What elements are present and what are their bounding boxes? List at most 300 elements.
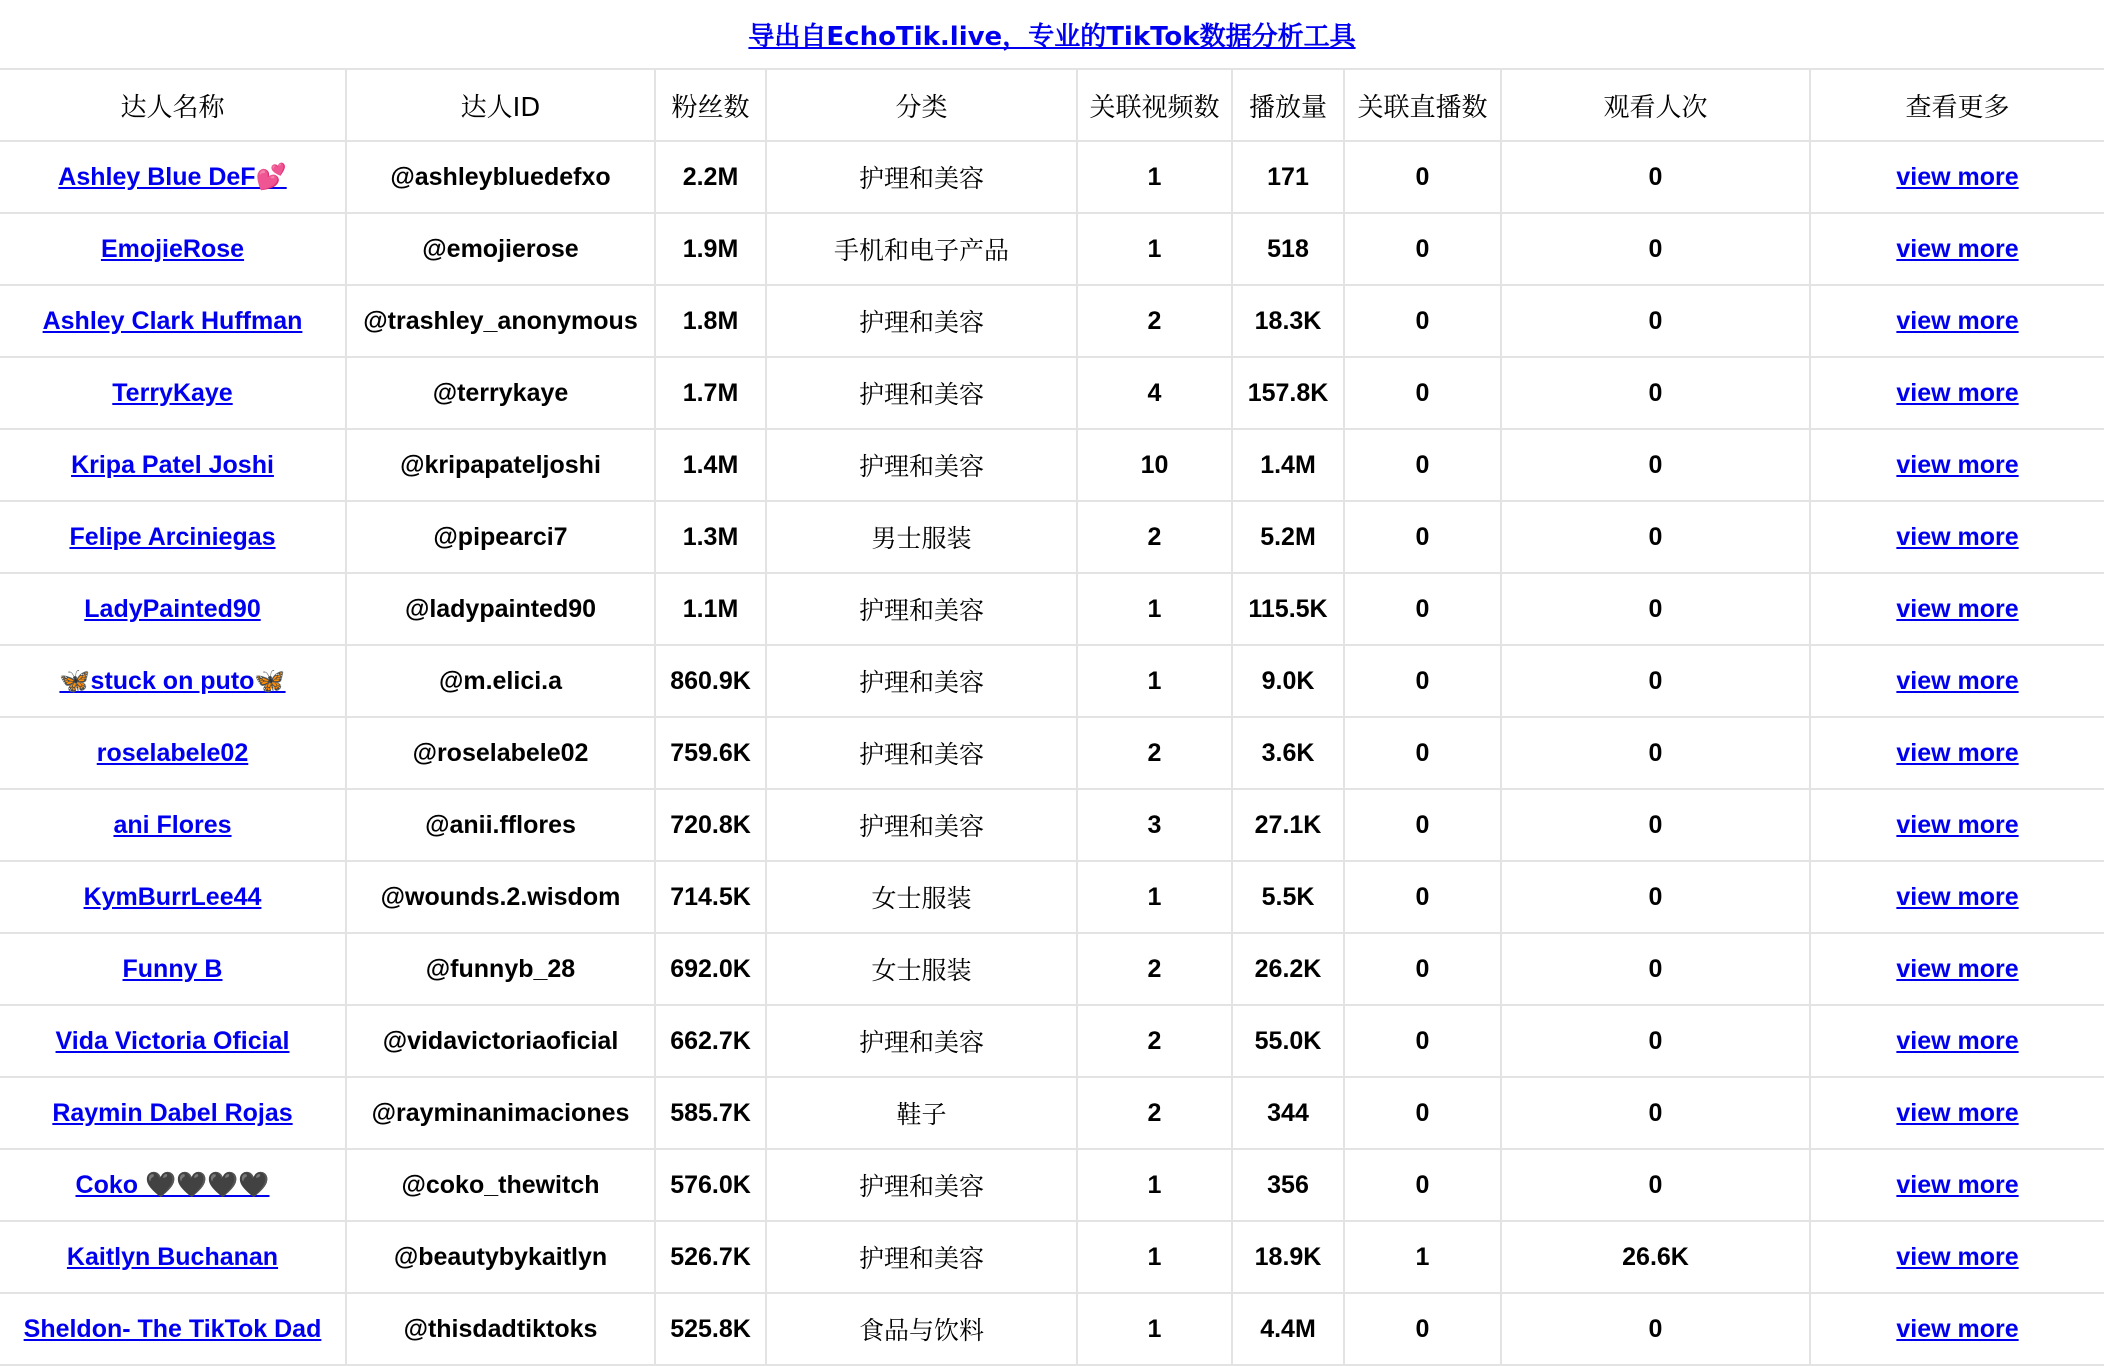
view-more-link[interactable]: view more: [1896, 954, 2019, 983]
video-count-cell: [1077, 357, 1232, 429]
creator-id-cell: [346, 501, 655, 573]
view-more-link[interactable]: view more: [1896, 450, 2019, 479]
watcher-count: 26.6K: [1622, 1242, 1689, 1271]
table-row: [0, 933, 2104, 1005]
watcher-count: 0: [1648, 1098, 1663, 1127]
view-count-cell: [1232, 1077, 1344, 1149]
follower-count: 1.8M: [682, 306, 739, 335]
video-count: 2: [1147, 306, 1162, 335]
video-count: 10: [1140, 450, 1169, 479]
creator-name-link[interactable]: TerryKaye: [112, 378, 233, 407]
view-more-link[interactable]: view more: [1896, 1026, 2019, 1055]
view-count: 4.4M: [1260, 1314, 1316, 1343]
watcher-count: 0: [1648, 450, 1663, 479]
view-count: 3.6K: [1261, 738, 1315, 767]
watcher-count-cell: [1501, 429, 1810, 501]
live-count: 0: [1415, 1170, 1430, 1199]
creator-id: @pipearci7: [433, 522, 568, 551]
video-count-cell: [1077, 645, 1232, 717]
live-count: 0: [1415, 954, 1430, 983]
live-count: 0: [1415, 450, 1430, 479]
table-row: [0, 717, 2104, 789]
creator-name-link-cell: [0, 285, 346, 357]
table-row: [0, 285, 2104, 357]
video-count: 1: [1147, 882, 1162, 911]
category: 男士服装: [871, 524, 972, 553]
creator-name-link[interactable]: Sheldon- The TikTok Dad: [23, 1314, 322, 1343]
creator-id-cell: [346, 1005, 655, 1077]
category-cell: [766, 1005, 1077, 1077]
video-count: 1: [1147, 162, 1162, 191]
view-more-link-cell: [1810, 573, 2104, 645]
creator-id-header: 达人ID: [346, 69, 655, 141]
creator-id-cell: [346, 573, 655, 645]
view-count: 115.5K: [1248, 594, 1328, 623]
table-row: [0, 1149, 2104, 1221]
view-more-link[interactable]: view more: [1896, 522, 2019, 551]
video-count-cell: [1077, 501, 1232, 573]
creator-id: @m.elici.a: [438, 666, 563, 695]
live-count-cell: [1344, 933, 1501, 1005]
creator-name-link[interactable]: Funny B: [122, 954, 223, 983]
category: 女士服装: [871, 884, 972, 913]
creator-table: [0, 68, 2104, 1366]
category: 护理和美容: [858, 164, 984, 193]
table-row: [0, 789, 2104, 861]
live-count-cell: [1344, 213, 1501, 285]
view-more-link[interactable]: view more: [1896, 234, 2019, 263]
view-count-cell: [1232, 501, 1344, 573]
follower-count-cell: [655, 1221, 766, 1293]
category-cell: [766, 789, 1077, 861]
watcher-count: 0: [1648, 1314, 1663, 1343]
follower-count: 1.7M: [682, 378, 739, 407]
creator-name-link[interactable]: Kaitlyn Buchanan: [66, 1242, 279, 1271]
creator-name-link[interactable]: Ashley Clark Huffman: [42, 306, 303, 335]
category-cell: [766, 213, 1077, 285]
live-count-cell: [1344, 285, 1501, 357]
follower-count-cell: [655, 573, 766, 645]
follower-count-cell: [655, 933, 766, 1005]
live-count-cell: [1344, 357, 1501, 429]
video-count: 1: [1147, 1170, 1162, 1199]
watcher-count: 0: [1648, 1026, 1663, 1055]
follower-count-cell: [655, 501, 766, 573]
view-count: 157.8K: [1247, 378, 1329, 407]
video-count-cell: [1077, 933, 1232, 1005]
view-more-link-cell: [1810, 1149, 2104, 1221]
follower-count: 692.0K: [670, 954, 751, 983]
video-count: 1: [1147, 666, 1162, 695]
view-count-cell: [1232, 573, 1344, 645]
category-cell: [766, 1149, 1077, 1221]
follower-count-cell: [655, 141, 766, 213]
follower-count: 759.6K: [670, 738, 751, 767]
live-count-cell: [1344, 1005, 1501, 1077]
video-count-cell: [1077, 213, 1232, 285]
category-cell: [766, 141, 1077, 213]
view-more-link-cell: [1810, 1293, 2104, 1365]
view-count: 55.0K: [1254, 1026, 1322, 1055]
view-more-link[interactable]: view more: [1896, 378, 2019, 407]
creator-name-link[interactable]: KymBurrLee44: [83, 882, 262, 911]
video-count: 1: [1147, 1314, 1162, 1343]
watcher-count: 0: [1648, 666, 1663, 695]
category: 护理和美容: [858, 1244, 984, 1273]
video-count-cell: [1077, 861, 1232, 933]
video-count: 1: [1147, 1242, 1162, 1271]
category: 护理和美容: [858, 380, 984, 409]
category: 护理和美容: [858, 308, 984, 337]
view-more-link-cell: [1810, 789, 2104, 861]
creator-name-link-cell: [0, 213, 346, 285]
view-count: 18.3K: [1254, 306, 1322, 335]
header: [0, 0, 2104, 68]
live-count: 0: [1415, 162, 1430, 191]
video-count-cell: [1077, 1077, 1232, 1149]
category: 护理和美容: [858, 740, 984, 769]
video-count-cell: [1077, 789, 1232, 861]
view-count: 27.1K: [1254, 810, 1322, 839]
watcher-count: 0: [1648, 954, 1663, 983]
watcher-count-cell: [1501, 573, 1810, 645]
follower-count-cell: [655, 357, 766, 429]
creator-id-cell: [346, 1077, 655, 1149]
live-count-cell: [1344, 789, 1501, 861]
category-cell: [766, 501, 1077, 573]
creator-id: @kripapateljoshi: [400, 450, 601, 479]
video-count: 1: [1147, 234, 1162, 263]
live-count-cell: [1344, 1149, 1501, 1221]
follower-count: 1.9M: [682, 234, 739, 263]
view-more-link[interactable]: view more: [1896, 1098, 2019, 1127]
view-count-cell: [1232, 1005, 1344, 1077]
video-count-cell: [1077, 1221, 1232, 1293]
category: 护理和美容: [858, 452, 984, 481]
table-row: [0, 141, 2104, 213]
creator-id-cell: [346, 285, 655, 357]
watcher-count-cell: [1501, 1293, 1810, 1365]
creator-id: @vidavictoriaoficial: [382, 1026, 619, 1055]
live-count: 0: [1415, 1098, 1430, 1127]
view-more-link-cell: [1810, 429, 2104, 501]
follower-count: 526.7K: [670, 1242, 751, 1271]
echotik-source-link[interactable]: 导出自EchoTik.live，专业的TikTok数据分析工具: [748, 21, 1356, 52]
followers-header: 粉丝数: [655, 69, 766, 141]
category: 女士服装: [871, 956, 972, 985]
creator-id-cell: [346, 1293, 655, 1365]
follower-count-cell: [655, 645, 766, 717]
view-more-link[interactable]: view more: [1896, 1314, 2019, 1343]
watcher-count-cell: [1501, 213, 1810, 285]
table-row: [0, 861, 2104, 933]
view-more-link[interactable]: view more: [1896, 1170, 2019, 1199]
view-count-cell: [1232, 141, 1344, 213]
table-row: [0, 501, 2104, 573]
category-cell: [766, 429, 1077, 501]
follower-count: 1.1M: [682, 594, 739, 623]
watcher-count: 0: [1648, 810, 1663, 839]
creator-name-link[interactable]: roselabele02: [96, 738, 249, 767]
watcher-count-cell: [1501, 1077, 1810, 1149]
watcher-count: 0: [1648, 1170, 1663, 1199]
live-count-cell: [1344, 141, 1501, 213]
category: 鞋子: [896, 1100, 947, 1129]
category-cell: [766, 717, 1077, 789]
creator-id-cell: [346, 789, 655, 861]
watcher-count: 0: [1648, 378, 1663, 407]
view-count-cell: [1232, 717, 1344, 789]
watcher-count-cell: [1501, 285, 1810, 357]
creator-id: @rayminanimaciones: [371, 1098, 630, 1127]
view-count-cell: [1232, 861, 1344, 933]
category: 食品与饮料: [858, 1316, 984, 1345]
creator-id: @trashley_anonymous: [363, 306, 638, 335]
live-count: 0: [1415, 522, 1430, 551]
table-body: [0, 141, 2104, 1365]
creator-name-link[interactable]: Coko 🖤🖤🖤🖤: [75, 1170, 270, 1199]
follower-count: 720.8K: [670, 810, 751, 839]
live-count: 0: [1415, 810, 1430, 839]
view-more-link[interactable]: view more: [1896, 810, 2019, 839]
creator-id: @coko_thewitch: [401, 1170, 600, 1199]
follower-count-cell: [655, 213, 766, 285]
follower-count: 1.4M: [682, 450, 739, 479]
creator-name-link[interactable]: ani Flores: [113, 810, 232, 839]
category-header: 分类: [766, 69, 1077, 141]
live-count-cell: [1344, 1221, 1501, 1293]
creator-id: @emojierose: [422, 234, 579, 263]
view-count-cell: [1232, 789, 1344, 861]
view-more-link[interactable]: view more: [1896, 1242, 2019, 1271]
view-more-link-cell: [1810, 213, 2104, 285]
view-count: 9.0K: [1261, 666, 1315, 695]
video-count: 1: [1147, 594, 1162, 623]
live-count: 0: [1415, 738, 1430, 767]
creator-id: @beautybykaitlyn: [393, 1242, 608, 1271]
creator-name-link-cell: [0, 1077, 346, 1149]
category-cell: [766, 285, 1077, 357]
video-count-cell: [1077, 717, 1232, 789]
follower-count: 525.8K: [670, 1314, 751, 1343]
creator-id-cell: [346, 645, 655, 717]
live-count-cell: [1344, 573, 1501, 645]
creator-id: @ashleybluedefxo: [390, 162, 611, 191]
creator-id: @anii.fflores: [425, 810, 576, 839]
live-count: 0: [1415, 1314, 1430, 1343]
follower-count-cell: [655, 1077, 766, 1149]
video-count-cell: [1077, 573, 1232, 645]
view-more-header: 查看更多: [1810, 69, 2104, 141]
view-more-link-cell: [1810, 861, 2104, 933]
view-more-link-cell: [1810, 1077, 2104, 1149]
watcher-count-cell: [1501, 501, 1810, 573]
creator-name-link[interactable]: Vida Victoria Oficial: [55, 1026, 290, 1055]
category-cell: [766, 1077, 1077, 1149]
view-more-link[interactable]: view more: [1896, 162, 2019, 191]
live-count: 0: [1415, 306, 1430, 335]
table-row: [0, 429, 2104, 501]
follower-count-cell: [655, 789, 766, 861]
category-cell: [766, 1221, 1077, 1293]
table-row: [0, 1077, 2104, 1149]
video-count: 4: [1147, 378, 1162, 407]
view-more-link[interactable]: view more: [1896, 666, 2019, 695]
table-row: [0, 357, 2104, 429]
view-count: 171: [1267, 162, 1309, 191]
creator-name-link-cell: [0, 141, 346, 213]
table-row: [0, 1221, 2104, 1293]
video-count-cell: [1077, 285, 1232, 357]
watcher-count-cell: [1501, 789, 1810, 861]
view-more-link[interactable]: view more: [1896, 738, 2019, 767]
live-count-cell: [1344, 1293, 1501, 1365]
category-cell: [766, 357, 1077, 429]
follower-count: 576.0K: [670, 1170, 751, 1199]
watcher-count: 0: [1648, 882, 1663, 911]
creator-name-header: 达人名称: [0, 69, 346, 141]
video-count-cell: [1077, 1149, 1232, 1221]
creator-name-link[interactable]: 🦋stuck on puto🦋: [59, 666, 286, 695]
live-count-cell: [1344, 501, 1501, 573]
view-more-link[interactable]: view more: [1896, 306, 2019, 335]
creator-id-cell: [346, 1149, 655, 1221]
table-row: [0, 1293, 2104, 1365]
creator-name-link-cell: [0, 933, 346, 1005]
follower-count-cell: [655, 285, 766, 357]
view-more-link[interactable]: view more: [1896, 882, 2019, 911]
creator-name-link-cell: [0, 717, 346, 789]
follower-count: 860.9K: [670, 666, 751, 695]
view-count-cell: [1232, 285, 1344, 357]
creator-name-link[interactable]: Ashley Blue DeF💕: [58, 162, 287, 191]
video-count-cell: [1077, 1293, 1232, 1365]
live-count-cell: [1344, 861, 1501, 933]
live-count-cell: [1344, 1077, 1501, 1149]
view-count-cell: [1232, 1149, 1344, 1221]
creator-id-cell: [346, 861, 655, 933]
table-row: [0, 645, 2104, 717]
follower-count: 585.7K: [670, 1098, 751, 1127]
creator-id: @ladypainted90: [404, 594, 597, 623]
creator-name-link-cell: [0, 789, 346, 861]
creator-id-cell: [346, 357, 655, 429]
creator-id-cell: [346, 429, 655, 501]
creator-name-link[interactable]: Raymin Dabel Rojas: [52, 1098, 293, 1127]
follower-count-cell: [655, 1005, 766, 1077]
creator-id: @funnyb_28: [425, 954, 576, 983]
live-count-cell: [1344, 717, 1501, 789]
creator-id: @thisdadtiktoks: [403, 1314, 598, 1343]
video-count-cell: [1077, 141, 1232, 213]
view-more-link-cell: [1810, 1005, 2104, 1077]
lives-header: 关联直播数: [1344, 69, 1501, 141]
table-header-row: [0, 69, 2104, 141]
videos-header: 关联视频数: [1077, 69, 1232, 141]
view-count: 518: [1267, 234, 1309, 263]
views-header: 播放量: [1232, 69, 1344, 141]
view-count-cell: [1232, 429, 1344, 501]
creator-name-link-cell: [0, 1221, 346, 1293]
creator-id: @wounds.2.wisdom: [380, 882, 621, 911]
creator-name-link[interactable]: Felipe Arciniegas: [69, 522, 276, 551]
category: 手机和电子产品: [833, 236, 1009, 265]
category: 护理和美容: [858, 812, 984, 841]
video-count: 2: [1147, 1026, 1162, 1055]
view-count: 356: [1267, 1170, 1309, 1199]
live-count-cell: [1344, 645, 1501, 717]
live-count: 0: [1415, 594, 1430, 623]
watcher-count: 0: [1648, 234, 1663, 263]
category-cell: [766, 645, 1077, 717]
watcher-count: 0: [1648, 162, 1663, 191]
video-count: 2: [1147, 954, 1162, 983]
view-count-cell: [1232, 645, 1344, 717]
follower-count-cell: [655, 429, 766, 501]
view-more-link-cell: [1810, 501, 2104, 573]
view-more-link-cell: [1810, 645, 2104, 717]
creator-name-link-cell: [0, 645, 346, 717]
view-more-link-cell: [1810, 717, 2104, 789]
creator-name-link-cell: [0, 861, 346, 933]
follower-count: 714.5K: [670, 882, 751, 911]
creator-id-cell: [346, 717, 655, 789]
creator-name-link-cell: [0, 1149, 346, 1221]
view-count: 5.5K: [1261, 882, 1315, 911]
watcher-count-cell: [1501, 717, 1810, 789]
watcher-count-cell: [1501, 1005, 1810, 1077]
category: 护理和美容: [858, 1172, 984, 1201]
category-cell: [766, 573, 1077, 645]
creator-name-link-cell: [0, 573, 346, 645]
view-count: 1.4M: [1260, 450, 1316, 479]
view-count-cell: [1232, 357, 1344, 429]
video-count: 2: [1147, 738, 1162, 767]
category: 护理和美容: [858, 668, 984, 697]
view-count-cell: [1232, 933, 1344, 1005]
watcher-count: 0: [1648, 522, 1663, 551]
category: 护理和美容: [858, 596, 984, 625]
category-cell: [766, 861, 1077, 933]
watcher-count: 0: [1648, 738, 1663, 767]
watcher-count-cell: [1501, 861, 1810, 933]
table-row: [0, 213, 2104, 285]
watcher-count: 0: [1648, 306, 1663, 335]
category-cell: [766, 933, 1077, 1005]
video-count-cell: [1077, 1005, 1232, 1077]
view-count-cell: [1232, 1221, 1344, 1293]
watcher-count-cell: [1501, 645, 1810, 717]
creator-id-cell: [346, 141, 655, 213]
view-count-cell: [1232, 1293, 1344, 1365]
live-count: 0: [1415, 666, 1430, 695]
watcher-count-cell: [1501, 1221, 1810, 1293]
creator-name-link-cell: [0, 357, 346, 429]
view-more-link[interactable]: view more: [1896, 594, 2019, 623]
follower-count: 2.2M: [682, 162, 739, 191]
creator-id-cell: [346, 933, 655, 1005]
creator-name-link[interactable]: EmojieRose: [100, 234, 245, 263]
follower-count-cell: [655, 861, 766, 933]
creator-name-link-cell: [0, 501, 346, 573]
creator-name-link-cell: [0, 1005, 346, 1077]
watcher-count-cell: [1501, 1149, 1810, 1221]
creator-name-link[interactable]: Kripa Patel Joshi: [71, 450, 274, 479]
follower-count-cell: [655, 717, 766, 789]
creator-id: @roselabele02: [412, 738, 589, 767]
view-more-link-cell: [1810, 1221, 2104, 1293]
creator-name-link[interactable]: LadyPainted90: [84, 594, 261, 623]
